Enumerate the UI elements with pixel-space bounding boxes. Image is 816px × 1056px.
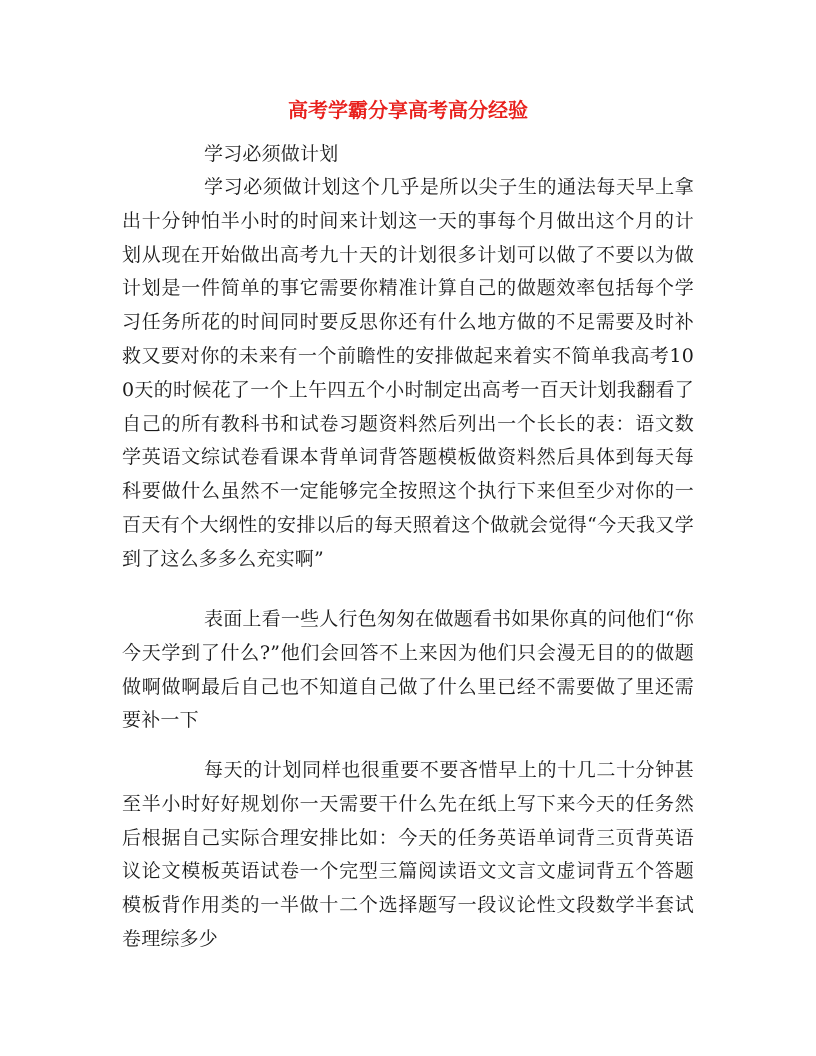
section-heading: 学习必须做计划 [204, 143, 339, 165]
paragraph-3: 每天的计划同样也很重要不要吝惜早上的十几二十分钟甚至半小时好好规划你一天需要干什么先在纸上写下来今天的任务然后根据自己实际合理安排比如：今天的任务英语单词背三页背英语议论文模板英语试卷一个完型三篇阅读语文文言文虚词背五个答题模板背作用类的一半做十二个选择题写一段议论性文段数学半套试卷理综多少 [122, 759, 694, 950]
paragraph-2: 表面上看一些人行色匆匆在做题看书如果你真的问他们“你今天学到了什么?”他们会回答不上来因为他们只会漫无目的的做题做啊做啊最后自己也不知道自己做了什么里已经不需要做了里还需要补一下 [122, 608, 694, 732]
document-title: 高考学霸分享高考高分经验 [288, 98, 528, 122]
paragraph-1: 学习必须做计划这个几乎是所以尖子生的通法每天早上拿出十分钟怕半小时的时间来计划这一天的事每个月做出这个月的计划从现在开始做出高考九十天的计划很多计划可以做了不要以为做计划是一件简单的事它需要你精准计算自己的做题效率包括每个学习任务所花的时间同时要反思你还有什么地方做的不足需要及时补救又要对你的未来有一个前瞻性的安排做起来着实不简单我高考100天的时候花了一个上午四五个小时制定出高考一百天计划我翻看了自己的所有教科书和试卷习题资料然后列出一个长长的表：语文数学英语文综试卷看课本背单词背答题模板做资料然后具体到每天每科要做什么虽然不一定能够完全按照这个执行下来但至少对你的一百天有个大纲性的安排以后的每天照着这个做就会觉得“今天我又学到了这么多多么充实啊” [122, 176, 694, 570]
